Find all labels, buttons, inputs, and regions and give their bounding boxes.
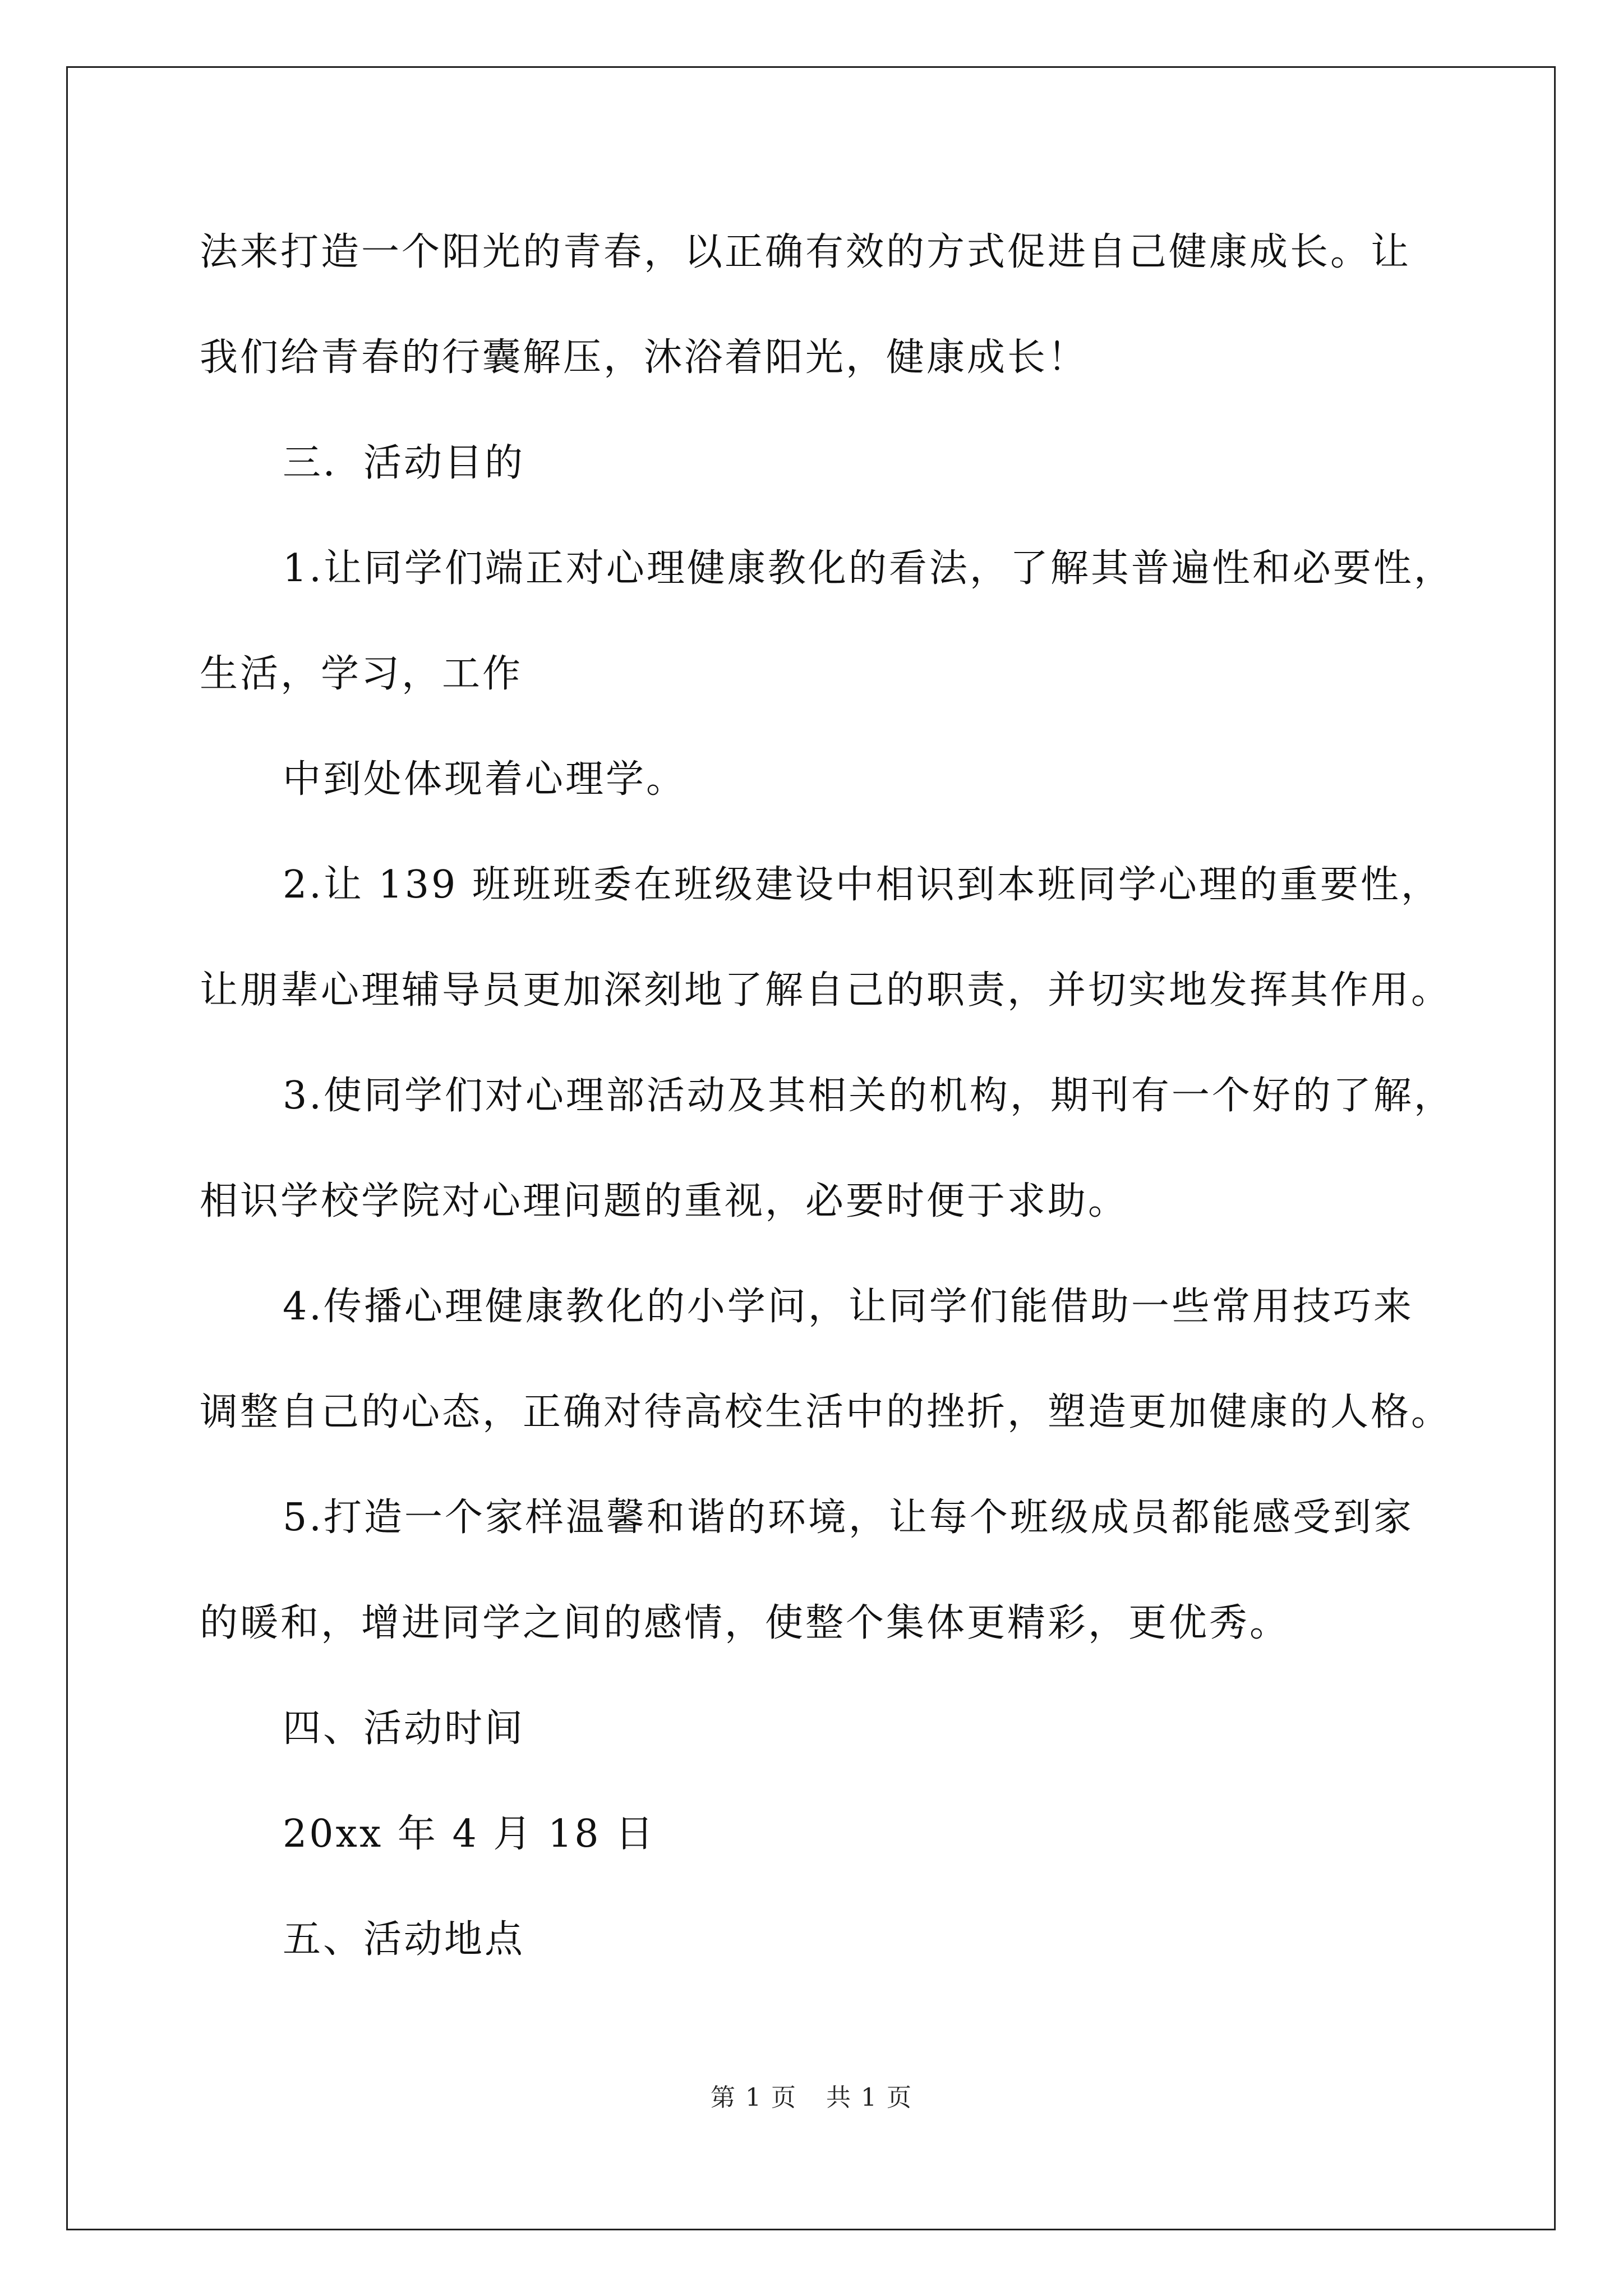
- section-heading: 三．活动目的: [283, 441, 525, 485]
- paragraph-line: 生活，学习，工作: [200, 652, 523, 696]
- list-item: 5.打造一个家样温馨和谐的环境，让每个班级成员都能感受到家: [283, 1496, 1414, 1540]
- list-item: 1.让同学们端正对心理健康教化的看法，了解其普遍性和必要性，: [283, 546, 1454, 591]
- section-heading: 四、活动时间: [283, 1706, 525, 1751]
- paragraph-line: 法来打造一个阳光的青春，以正确有效的方式促进自己健康成长。让: [200, 230, 1412, 274]
- paragraph-line: 让朋辈心理辅导员更加深刻地了解自己的职责，并切实地发挥其作用。: [200, 968, 1452, 1013]
- list-item: 4.传播心理健康教化的小学问，让同学们能借助一些常用技巧来: [283, 1285, 1414, 1329]
- section-heading: 五、活动地点: [283, 1917, 525, 1962]
- paragraph-line: 我们给青春的行囊解压，沐浴着阳光，健康成长！: [200, 335, 1089, 380]
- page-footer: [0, 2082, 1623, 2114]
- paragraph-line: 调整自己的心态，正确对待高校生活中的挫折，塑造更加健康的人格。: [200, 1390, 1452, 1434]
- list-item: 3.使同学们对心理部活动及其相关的机构，期刊有一个好的了解，: [283, 1074, 1454, 1118]
- paragraph-line: 相识学校学院对心理问题的重视，必要时便于求助。: [200, 1179, 1129, 1223]
- page-number: 第 1 页: [711, 2083, 797, 2112]
- date-line: 20xx 年 4 月 18 日: [283, 1812, 656, 1856]
- page-border: [66, 66, 1556, 2230]
- page-total: 共 1 页: [826, 2083, 912, 2112]
- list-item: 2.让 139 班班班委在班级建设中相识到本班同学心理的重要性，: [283, 863, 1441, 907]
- paragraph-line: 的暖和，增进同学之间的感情，使整个集体更精彩，更优秀。: [200, 1601, 1290, 1645]
- paragraph-line: 中到处体现着心理学。: [283, 757, 687, 802]
